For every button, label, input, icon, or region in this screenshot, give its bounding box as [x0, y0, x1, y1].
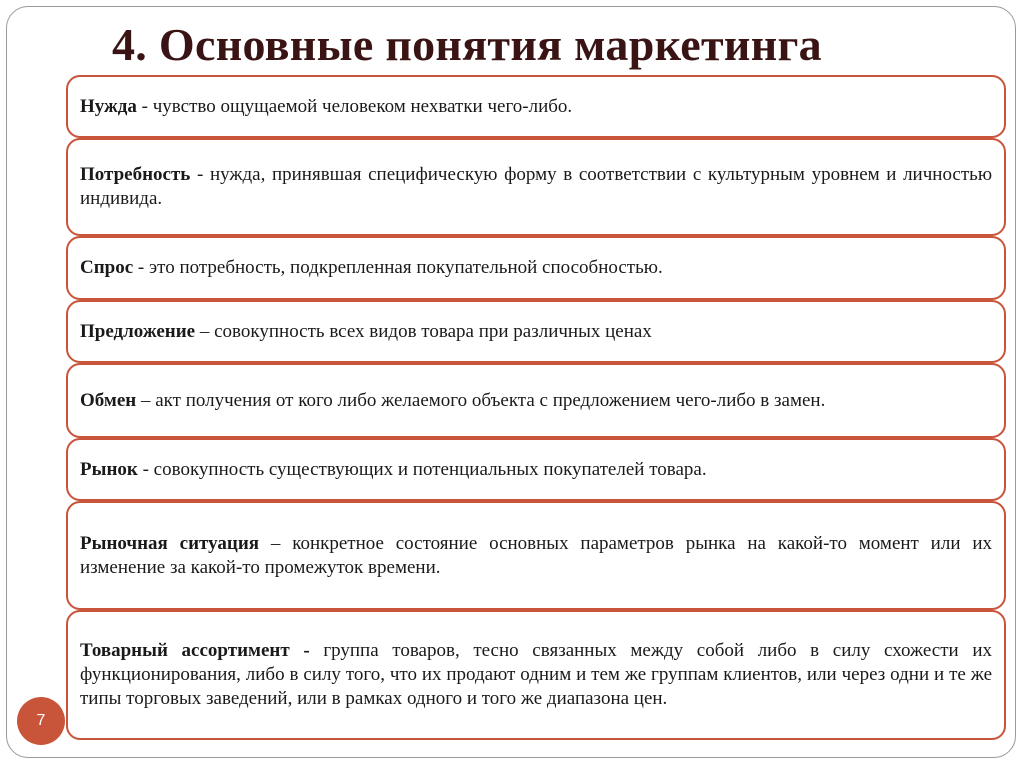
definition-text: чувство ощущаемой человеком нехватки чего-либо. [152, 95, 573, 117]
definition-demand: Спрос - это потребность, подкрепленная покупательной способностью. [66, 236, 1006, 300]
page-title: 4. Основные понятия маркетинга [112, 19, 822, 70]
definition-product-assortment [66, 610, 1006, 740]
page-number-badge: 7 [17, 697, 65, 745]
definition-text: это потребность, подкрепленная покупательной способностью. [149, 257, 663, 279]
term-label: Нужда [80, 95, 137, 117]
definition-need: Нужда - чувство ощущаемой человеком нехватки чего-либо. [66, 75, 1006, 138]
definition-exchange: Обмен – акт получения от кого либо желаемого объекта с предложением чего-либо в замен. [66, 363, 1006, 438]
term-label: Рыночная ситуация [80, 532, 260, 554]
definition-want: Потребность - нужда, принявшая специфическую форму в соответствии с культурным уровнем и личностью индивида. [66, 138, 1006, 236]
definition-market-situation: Рыночная ситуация – конкретное состояние основных параметров рынка на какой-то момент или их изменение за какой-то промежуток времени. [66, 501, 1006, 610]
definition-supply: Предложение – совокупность всех видов товара при различных ценах [66, 300, 1006, 363]
definition-text: группа товаров, тесно связанных между собой либо в силу схожести их функционирования, либо в силу того, что их продают одним и тем же группам клиентов, или через одни и те же типы торговых заведений, или в рамках одного и того же диапазона цен. [80, 640, 993, 709]
term-label: Потребность [80, 164, 191, 186]
definition-text: конкретное состояние основных параметров рынка на какой-то момент или их изменение за какой-то промежуток времени. [80, 532, 992, 578]
definition-market: Рынок - совокупность существующих и потенциальных покупателей товара. [66, 438, 1006, 501]
term-label: Товарный ассортимент - [80, 640, 310, 662]
definition-text: совокупность существующих и потенциальных покупателей товара. [153, 458, 707, 480]
definition-text: акт получения от кого либо желаемого объекта с предложением чего-либо в замен. [155, 389, 826, 411]
term-label: Рынок [80, 458, 138, 480]
definition-text: нужда, принявшая специфическую форму в соответствии с культурным уровнем и личностью индивида. [80, 164, 993, 209]
term-label: Предложение [80, 320, 196, 342]
term-label: Спрос [80, 257, 134, 279]
term-label: Обмен [80, 389, 137, 411]
definition-text: совокупность всех видов товара при различных ценах [214, 320, 652, 342]
